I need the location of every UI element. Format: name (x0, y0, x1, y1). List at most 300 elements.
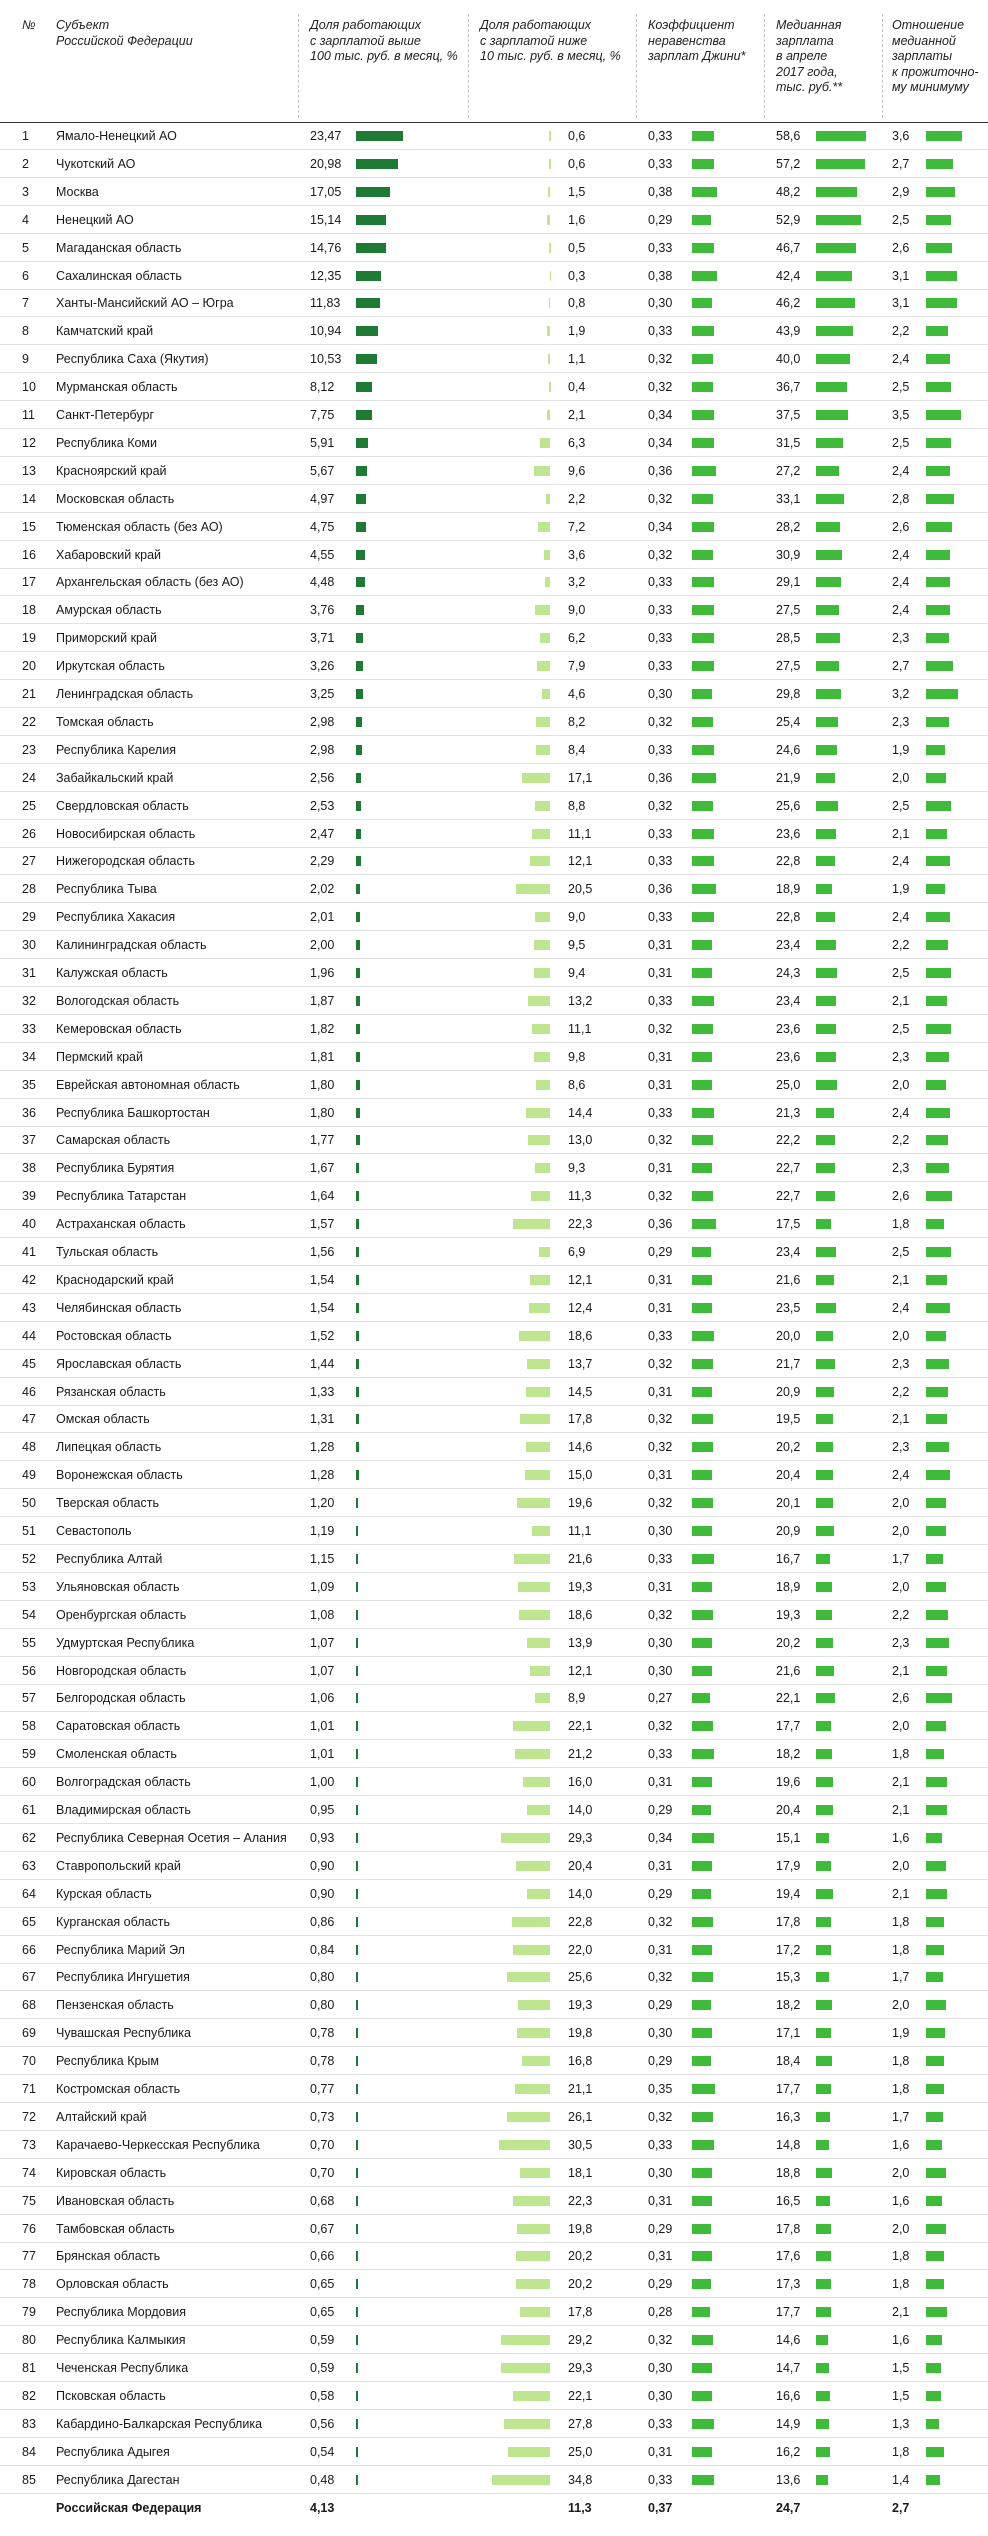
median-bar (816, 577, 841, 587)
median-value: 57,2 (776, 156, 801, 171)
median-value: 27,5 (776, 603, 801, 618)
gini-bar (692, 801, 713, 811)
row-number: 69 (22, 2026, 36, 2041)
share-above-bar (356, 1749, 358, 1759)
table-row (0, 1545, 988, 1573)
ratio-value: 2,4 (892, 854, 910, 869)
ratio-bar (926, 2447, 944, 2457)
median-value: 30,9 (776, 547, 801, 562)
share-below-value: 11,3 (568, 1189, 592, 1204)
gini-value: 0,32 (648, 2333, 673, 2348)
median-value: 20,4 (776, 1468, 801, 1483)
share-above-bar (356, 410, 372, 420)
ratio-value: 2,1 (892, 1412, 910, 1427)
gini-value: 0,33 (648, 854, 673, 869)
share-above-bar (356, 2307, 358, 2317)
share-above-bar (356, 856, 361, 866)
ratio-bar (926, 2419, 939, 2429)
row-number: 14 (22, 491, 36, 506)
median-value: 37,5 (776, 408, 801, 422)
share-above-value: 2,29 (310, 854, 335, 869)
share-below-value: 25,6 (568, 1970, 593, 1985)
share-above-bar (356, 2363, 358, 2373)
share-above-value: 0,93 (310, 1830, 335, 1845)
row-number: 45 (22, 1356, 36, 1371)
share-below-value: 0,3 (568, 268, 586, 283)
share-above-value: 1,19 (310, 1524, 335, 1538)
median-bar (816, 1219, 831, 1229)
ratio-bar (926, 131, 962, 141)
share-below-bar (548, 354, 550, 364)
gini-bar (692, 1972, 713, 1982)
ratio-bar (926, 1247, 951, 1257)
table-row (0, 1573, 988, 1601)
row-number: 28 (22, 882, 36, 897)
share-above-bar (356, 2084, 358, 2094)
share-below-value: 9,4 (568, 966, 586, 980)
row-number: 7 (22, 296, 29, 311)
gini-bar (692, 1247, 711, 1257)
median-bar (816, 187, 857, 197)
region-name: Кировская область (56, 2165, 167, 2180)
share-above-value: 7,75 (310, 408, 335, 422)
gini-bar (692, 1108, 714, 1118)
gini-value: 0,38 (648, 184, 673, 199)
median-value: 14,6 (776, 2333, 801, 2348)
gini-value: 0,33 (648, 631, 673, 646)
table-row (0, 2242, 988, 2270)
share-above-bar (356, 1610, 358, 1620)
ratio-value: 2,1 (892, 993, 910, 1008)
share-above-bar (356, 1638, 358, 1648)
share-below-bar (536, 745, 550, 755)
share-above-bar (356, 577, 365, 587)
ratio-value: 1,8 (892, 2277, 910, 2292)
gini-value: 0,31 (648, 2193, 673, 2208)
share-below-value: 12,1 (568, 1663, 593, 1678)
share-above-value: 2,98 (310, 714, 335, 729)
share-below-bar (515, 1749, 550, 1759)
median-value: 17,5 (776, 1217, 801, 1232)
share-above-value: 1,82 (310, 1021, 335, 1036)
share-above-bar (356, 801, 361, 811)
ratio-value: 3,1 (892, 268, 910, 283)
ratio-bar (926, 1582, 946, 1592)
gini-value: 0,36 (648, 1217, 673, 1232)
gini-value: 0,31 (648, 1775, 673, 1790)
row-number: 36 (22, 1105, 36, 1120)
share-below-value: 13,2 (568, 993, 593, 1008)
share-below-value: 25,0 (568, 2444, 593, 2459)
region-name: Ямало-Ненецкий АО (56, 129, 177, 143)
share-below-bar (535, 912, 550, 922)
region-name: Еврейская автономная область (56, 1077, 240, 1092)
ratio-value: 1,5 (892, 2361, 910, 2375)
share-below-bar (535, 1163, 551, 1173)
gini-bar (692, 1275, 712, 1285)
gini-bar (692, 1917, 713, 1927)
region-name: Тамбовская область (56, 2221, 175, 2236)
region-name: Республика Карелия (56, 742, 176, 757)
share-above-bar (356, 1024, 360, 1034)
ratio-value: 1,8 (892, 1217, 910, 1232)
table-row (0, 206, 988, 234)
share-above-bar (356, 2419, 358, 2429)
share-above-bar (356, 2475, 358, 2485)
gini-value: 0,31 (648, 938, 673, 953)
share-below-bar (540, 438, 551, 448)
ratio-value: 2,2 (892, 938, 910, 953)
ratio-value: 2,0 (892, 1998, 910, 2013)
share-above-bar (356, 745, 362, 755)
share-above-value: 0,67 (310, 2221, 335, 2236)
table-row (0, 2466, 988, 2494)
ratio-bar (926, 2056, 944, 2066)
ratio-value: 1,8 (892, 1747, 910, 1762)
table-row (0, 1071, 988, 1099)
region-name: Москва (56, 184, 99, 199)
ratio-value: 1,8 (892, 1914, 910, 1929)
row-number: 63 (22, 1858, 36, 1873)
share-above-bar (356, 1414, 359, 1424)
share-above-bar (356, 1554, 358, 1564)
header-divider (764, 14, 765, 118)
share-below-bar (520, 1414, 550, 1424)
share-above-bar (356, 187, 390, 197)
ratio-bar (926, 1275, 947, 1285)
gini-bar (692, 1805, 711, 1815)
ratio-bar (926, 1861, 946, 1871)
ratio-bar (926, 1359, 949, 1369)
median-bar (816, 1805, 833, 1815)
gini-value: 0,36 (648, 770, 673, 785)
share-above-bar (356, 2447, 358, 2457)
table-row (0, 792, 988, 820)
share-below-value: 1,5 (568, 184, 586, 199)
median-bar (816, 1163, 835, 1173)
region-name: Астраханская область (56, 1217, 186, 1232)
row-number: 83 (22, 2416, 36, 2431)
gini-bar (692, 382, 713, 392)
ratio-bar (926, 2251, 944, 2261)
share-below-bar (549, 159, 551, 169)
ratio-bar (926, 1610, 948, 1620)
row-number: 49 (22, 1468, 36, 1483)
gini-bar (692, 1861, 712, 1871)
table-row (0, 1294, 988, 1322)
median-value: 48,2 (776, 184, 801, 199)
share-above-value: 1,09 (310, 1579, 335, 1594)
share-below-bar (515, 2084, 550, 2094)
median-bar (816, 856, 835, 866)
share-below-value: 7,9 (568, 659, 586, 674)
ratio-bar (926, 326, 948, 336)
gini-value: 0,33 (648, 129, 673, 143)
share-below-value: 9,3 (568, 1161, 586, 1176)
region-name: Красноярский край (56, 463, 167, 478)
region-name: Смоленская область (56, 1747, 177, 1762)
median-bar (816, 271, 852, 281)
table-row (0, 680, 988, 708)
row-number: 53 (22, 1579, 36, 1594)
gini-value: 0,32 (648, 1440, 673, 1455)
region-name: Республика Крым (56, 2054, 160, 2069)
row-number: 72 (22, 2109, 36, 2124)
gini-value: 0,30 (648, 296, 673, 311)
share-above-value: 1,28 (310, 1468, 335, 1483)
region-name: Сахалинская область (56, 268, 182, 283)
share-above-value: 10,53 (310, 352, 342, 367)
share-above-value: 1,33 (310, 1384, 335, 1399)
share-below-value: 8,2 (568, 714, 586, 729)
median-bar (816, 2391, 830, 2401)
table-row (0, 1099, 988, 1127)
median-bar (816, 243, 856, 253)
share-below-value: 19,6 (568, 1496, 593, 1511)
share-above-bar (356, 2391, 358, 2401)
ratio-value: 1,9 (892, 742, 910, 757)
region-name: Белгородская область (56, 1691, 186, 1706)
share-above-bar (356, 1247, 359, 1257)
ratio-value: 1,8 (892, 1942, 910, 1957)
row-number: 22 (22, 714, 36, 729)
table-row (0, 959, 988, 987)
row-number: 68 (22, 1998, 36, 2013)
table-row (0, 875, 988, 903)
share-below-bar (534, 1052, 550, 1062)
ratio-value: 2,3 (892, 1635, 910, 1650)
share-above-bar (356, 438, 368, 448)
share-below-bar (532, 829, 551, 839)
table-row (0, 1126, 988, 1154)
row-number: 1 (22, 129, 29, 143)
share-below-value: 1,6 (568, 212, 586, 227)
share-below-bar (516, 1861, 550, 1871)
share-below-bar (537, 661, 550, 671)
median-bar (816, 996, 836, 1006)
table-row (0, 1266, 988, 1294)
share-below-bar (536, 1080, 550, 1090)
header-divider (636, 14, 637, 118)
median-value: 24,3 (776, 966, 801, 980)
share-below-value: 6,2 (568, 631, 586, 646)
ratio-value: 2,8 (892, 491, 910, 506)
ratio-bar (926, 1666, 947, 1676)
table-row (0, 289, 988, 317)
region-name: Калининградская область (56, 938, 207, 953)
ratio-bar (926, 438, 951, 448)
median-bar (816, 1470, 833, 1480)
median-value: 16,3 (776, 2109, 801, 2124)
median-bar (816, 1387, 834, 1397)
median-value: 16,6 (776, 2388, 801, 2403)
share-below-value: 4,6 (568, 687, 586, 701)
row-number: 39 (22, 1189, 36, 1204)
gini-value: 0,36 (648, 463, 673, 478)
ratio-value: 2,1 (892, 1272, 910, 1287)
share-below-bar (545, 577, 550, 587)
median-value: 40,0 (776, 352, 801, 367)
median-bar (816, 1917, 831, 1927)
share-below-value: 8,4 (568, 742, 586, 757)
region-name: Липецкая область (56, 1440, 162, 1455)
share-above-value: 2,01 (310, 910, 335, 925)
share-below-value: 16,0 (568, 1775, 593, 1790)
median-value: 21,9 (776, 770, 801, 785)
gini-value: 0,34 (648, 1830, 673, 1845)
region-name: Ленинградская область (56, 687, 194, 701)
region-name: Магаданская область (56, 240, 182, 255)
ratio-value: 2,6 (892, 1189, 910, 1204)
share-below-value: 11,1 (568, 1021, 592, 1036)
header-divider (882, 14, 883, 118)
region-name: Тверская область (56, 1496, 159, 1511)
gini-value: 0,32 (648, 1607, 673, 1622)
table-row (0, 1712, 988, 1740)
median-bar (816, 2307, 831, 2317)
median-value: 36,7 (776, 380, 801, 395)
median-bar (816, 1024, 836, 1034)
ratio-bar (926, 1414, 947, 1424)
median-value: 28,5 (776, 631, 801, 646)
share-below-bar (492, 2475, 550, 2485)
ratio-value: 2,4 (892, 1105, 910, 1120)
row-number: 78 (22, 2277, 36, 2292)
gini-value: 0,31 (648, 1384, 673, 1399)
gini-value: 0,33 (648, 324, 673, 339)
region-name: Брянская область (56, 2249, 161, 2264)
median-bar (816, 2475, 828, 2485)
share-below-value: 34,8 (568, 2472, 593, 2487)
ratio-bar (926, 1889, 947, 1899)
ratio-bar (926, 1135, 948, 1145)
ratio-value: 2,5 (892, 1021, 910, 1036)
share-above-value: 0,66 (310, 2249, 335, 2264)
share-above-value: 2,53 (310, 798, 335, 813)
share-below-value: 14,6 (568, 1440, 593, 1455)
gini-bar (692, 243, 714, 253)
share-above-value: 1,80 (310, 1077, 335, 1092)
table-row (0, 987, 988, 1015)
row-number: 13 (22, 463, 36, 478)
share-above-value: 0,65 (310, 2305, 335, 2320)
share-below-value: 20,2 (568, 2249, 593, 2264)
region-name: Волгоградская область (56, 1775, 191, 1790)
share-above-value: 11,83 (310, 296, 341, 311)
share-above-value: 0,70 (310, 2165, 335, 2180)
share-below-bar (534, 940, 550, 950)
median-value: 22,7 (776, 1189, 801, 1204)
median-value: 17,7 (776, 2082, 801, 2096)
median-bar (816, 1861, 831, 1871)
ratio-value: 2,5 (892, 798, 910, 813)
median-value: 46,2 (776, 296, 801, 311)
share-above-value: 1,52 (310, 1328, 335, 1343)
median-value: 17,9 (776, 1858, 801, 1873)
median-value: 28,2 (776, 519, 801, 534)
share-above-value: 0,68 (310, 2193, 335, 2208)
table-row (0, 568, 988, 596)
gini-value: 0,32 (648, 1970, 673, 1985)
region-name: Свердловская область (56, 798, 189, 813)
ratio-value: 2,1 (892, 1803, 910, 1817)
gini-bar (692, 1526, 712, 1536)
share-below-bar (499, 2140, 550, 2150)
table-row (0, 2075, 988, 2103)
share-above-value: 1,01 (310, 1747, 335, 1762)
ratio-bar (926, 1833, 942, 1843)
share-above-bar (356, 1526, 358, 1536)
share-above-bar (356, 1889, 358, 1899)
region-name: Краснодарский край (56, 1272, 174, 1287)
ratio-value: 3,2 (892, 687, 910, 701)
share-below-value: 7,2 (568, 519, 586, 534)
gini-value: 0,34 (648, 408, 673, 422)
gini-value: 0,32 (648, 1189, 673, 1204)
share-below-bar (527, 1359, 550, 1369)
share-below-bar (549, 382, 551, 392)
median-value: 23,4 (776, 993, 801, 1008)
gini-bar (692, 1052, 712, 1062)
median-bar (816, 1666, 834, 1676)
ratio-bar (926, 410, 961, 420)
gini-value: 0,31 (648, 1272, 673, 1287)
median-bar (816, 1638, 833, 1648)
region-name: Оренбургская область (56, 1607, 187, 1622)
table-row (0, 234, 988, 262)
gini-bar (692, 717, 713, 727)
gini-bar (692, 1833, 714, 1843)
gini-bar (692, 494, 713, 504)
ratio-bar (926, 550, 950, 560)
table-row (0, 178, 988, 206)
gini-bar (692, 2084, 715, 2094)
row-number: 21 (22, 687, 36, 701)
gini-value: 0,30 (648, 687, 673, 701)
ratio-value: 1,9 (892, 2026, 910, 2041)
ratio-bar (926, 1108, 950, 1118)
share-below-bar (517, 2028, 550, 2038)
row-number: 51 (22, 1524, 36, 1538)
share-below-value: 20,5 (568, 882, 593, 897)
gini-bar (692, 2056, 711, 2066)
ratio-value: 2,5 (892, 380, 910, 395)
gini-value: 0,33 (648, 1105, 673, 1120)
ratio-bar (926, 1945, 944, 1955)
row-number: 17 (22, 575, 36, 590)
region-name: Чеченская Республика (56, 2361, 189, 2375)
gini-value: 0,32 (648, 1356, 673, 1371)
median-bar (816, 1191, 835, 1201)
table-row (0, 596, 988, 624)
gini-bar (692, 1721, 713, 1731)
row-number: 76 (22, 2221, 36, 2236)
ratio-value: 1,8 (892, 2249, 910, 2264)
share-below-bar (530, 856, 550, 866)
median-bar (816, 1554, 830, 1564)
region-name: Кабардино-Балкарская Республика (56, 2416, 263, 2431)
median-bar (816, 689, 841, 699)
share-below-value: 26,1 (568, 2109, 593, 2124)
share-above-value: 0,73 (310, 2109, 335, 2124)
median-bar (816, 773, 835, 783)
gini-bar (692, 1135, 713, 1145)
ratio-bar (926, 1554, 943, 1564)
share-above-value: 1,67 (310, 1161, 335, 1176)
share-below-bar (550, 271, 552, 281)
table-row (0, 1768, 988, 1796)
ratio-value: 2,2 (892, 1133, 910, 1148)
